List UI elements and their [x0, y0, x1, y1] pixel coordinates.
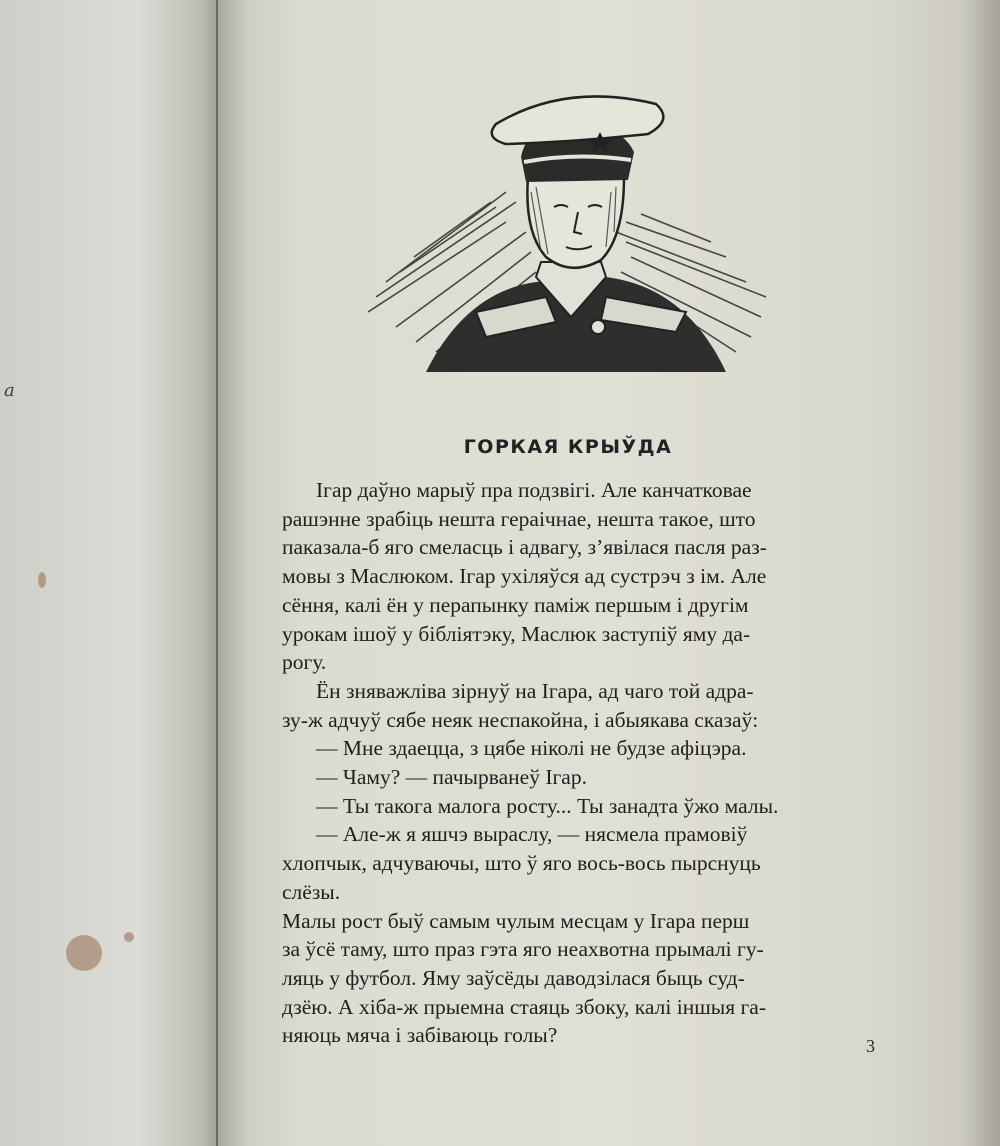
text-line: хлопчык, адчуваючы, што ў яго вось-вось пырснуць	[282, 851, 761, 876]
page-edge-shadow	[960, 0, 1000, 1146]
left-page	[0, 0, 228, 1146]
text-line: Малы рост быў самым чулым месцам у Ігара перш	[282, 908, 750, 933]
text-line: мовы з Маслюком. Ігар ухіляўся ад сустрэч з ім. Але	[282, 564, 767, 589]
text-line: дзёю. А хіба-ж прыемна стаяць збоку, калі іншыя га-	[282, 994, 767, 1019]
page-number: 3	[866, 1036, 875, 1056]
chapter-body-text	[282, 476, 882, 1050]
text-line: зу-ж адчуў сябе неяк неспакойна, і абыякава сказаў:	[282, 707, 759, 732]
text-line: урокам ішоў у бібліятэку, Маслюк заступіў яму да-	[282, 621, 751, 646]
text-line: — Чаму? — пачырванеў Ігар.	[316, 765, 587, 790]
text-line: за ўсё таму, што праз гэта яго неахвотна прымалі гу-	[282, 937, 764, 962]
text-line: Ігар даўно марыў пра подзвігі. Але канчатковае	[316, 478, 752, 502]
text-line: няюць мяча і забіваюць голы?	[282, 1023, 558, 1048]
text-line: — Мне здаецца, з цябе ніколі не будзе афіцэра.	[316, 736, 747, 761]
stain	[38, 572, 46, 588]
chapter-title: ГОРКАЯ КРЫЎДА	[463, 436, 673, 458]
text-line: слёзы.	[282, 879, 341, 904]
soldier-portrait-illustration	[356, 82, 780, 382]
text-line: сёння, калі ён у перапынку паміж першым і другім	[282, 592, 749, 617]
text-line: паказала-б яго смеласць і адвагу, з’явілася пасля раз-	[282, 535, 767, 560]
stain	[124, 932, 134, 942]
text-line: ляць у футбол. Яму заўсёды даводзілася быць суд-	[282, 965, 745, 990]
stain	[66, 935, 102, 971]
text-line: — Ты такога малога росту... Ты занадта ўжо малы.	[316, 793, 779, 818]
text-line: Ён зняважліва зірнуў на Ігара, ад чаго той адра-	[316, 678, 754, 703]
text-line: рашэнне зрабіць нешта гераічнае, нешта такое, што	[282, 506, 756, 531]
text-line: — Але-ж я яшчэ выраслу, — нясмела прамовіў	[316, 822, 748, 847]
text-line: рогу.	[282, 650, 327, 675]
left-page-letter: а	[4, 380, 15, 401]
